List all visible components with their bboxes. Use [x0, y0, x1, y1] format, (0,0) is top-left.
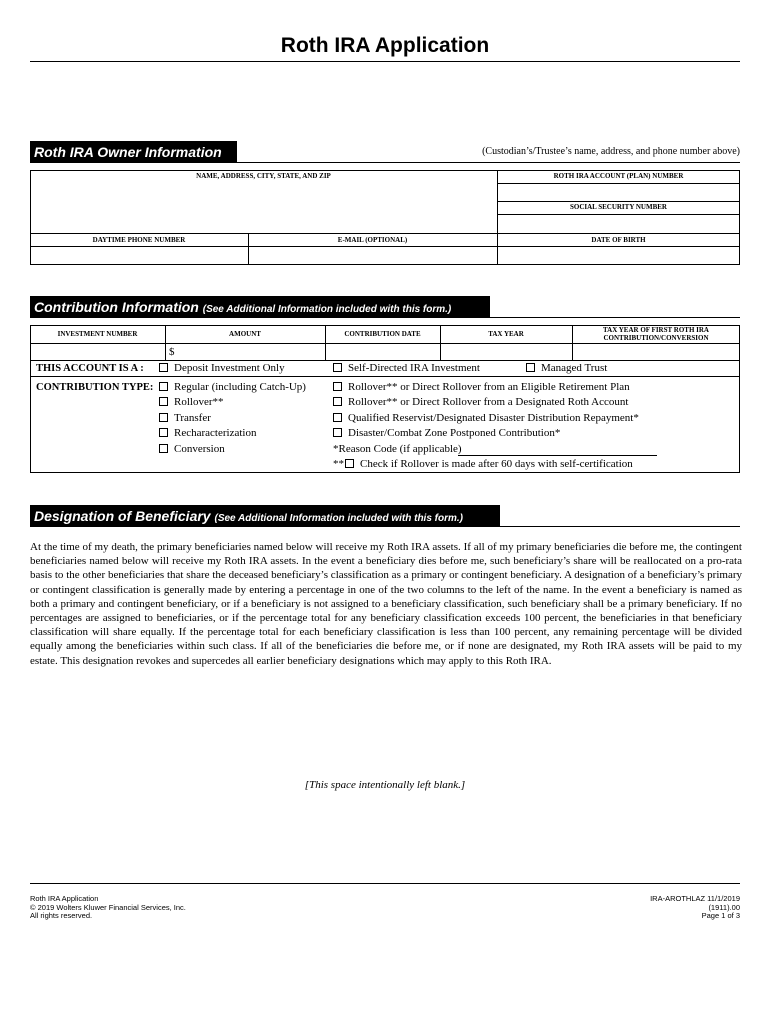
- type-disaster-label: Disaster/Combat Zone Postponed Contribution*: [348, 427, 561, 439]
- eligible-plan-checkbox[interactable]: [333, 382, 342, 391]
- owner-section-rule: [237, 162, 740, 163]
- recharacterization-checkbox[interactable]: [159, 428, 168, 437]
- reservist-checkbox[interactable]: [333, 413, 342, 422]
- contribution-type-label: CONTRIBUTION TYPE:: [36, 382, 154, 393]
- contrib-row-rule: [30, 360, 740, 361]
- beneficiary-section-header: [30, 505, 500, 527]
- type-transfer-label: Transfer: [174, 412, 211, 424]
- name-address-label: NAME, ADDRESS, CITY, STATE, AND ZIP: [196, 172, 331, 180]
- beneficiary-section-note: (See Additional Information included with this form.): [214, 513, 463, 524]
- page-title: Roth IRA Application: [280, 34, 490, 57]
- account-number-label: ROTH IRA ACCOUNT (PLAN) NUMBER: [553, 172, 684, 180]
- type-disaster-contribution[interactable]: [333, 427, 560, 439]
- self-directed-option-label: Self-Directed IRA Investment: [348, 362, 480, 374]
- deposit-option[interactable]: [159, 362, 285, 374]
- ssn-top-rule: [497, 201, 740, 202]
- first-year-field[interactable]: [573, 344, 739, 359]
- footer-form-name: Roth IRA Application: [30, 894, 99, 903]
- investment-number-field[interactable]: [31, 344, 164, 359]
- managed-trust-option[interactable]: [526, 362, 607, 374]
- contribution-date-label: CONTRIBUTION DATE: [344, 330, 421, 338]
- type-eligible-plan-label: Rollover** or Direct Rollover from an Eligible Retirement Plan: [348, 381, 630, 393]
- custodian-note: (Custodian’s/Trustee’s name, address, and phone number above): [482, 146, 740, 157]
- contribution-section-title: Contribution Information: [34, 299, 199, 315]
- type-regular[interactable]: [159, 381, 306, 393]
- footer-left: [30, 895, 186, 921]
- dob-field[interactable]: [498, 247, 739, 264]
- late-rollover-checkbox[interactable]: [345, 459, 354, 468]
- type-regular-label: Regular (including Catch-Up): [174, 381, 306, 393]
- tax-year-field[interactable]: [441, 344, 571, 359]
- contribution-date-field[interactable]: [326, 344, 439, 359]
- type-eligible-plan-rollover[interactable]: [333, 381, 630, 393]
- conversion-checkbox[interactable]: [159, 444, 168, 453]
- type-recharacterization[interactable]: [159, 427, 256, 439]
- amount-field[interactable]: [177, 344, 324, 359]
- contribution-section-rule: [490, 317, 740, 318]
- beneficiary-paragraph: At the time of my death, the primary beneficiaries named below will receive my Roth IRA assets. If all of my primary beneficiaries die before me, the contingent beneficiaries named below will receive my Roth IRA assets. In the event a beneficiary dies before me, such beneficiary’s share will be reallocated on a pro-rata basis to the other beneficiaries that share the deceased beneficiary’s classification as a primary or contingent beneficiary. A designation of a beneficiary’s primary or contingent classification is generally made by entering a percentage in one of the two columns to the left of the name. In the event a beneficiary is named as both a primary and contingent beneficiary, or if a beneficiary is not assigned to a beneficiary classification, such beneficiary shall be a primary beneficiary. If no percentages are assigned to beneficiaries, or if the percentage total for any beneficiary classification exceeds 100 percent, the beneficiaries in that beneficiary classification will share equally. If the percentage total for each beneficiary classification is less than 100 percent, any remaining percentage will be divided equally among the beneficiaries within such class. If all of the beneficiaries die before me, or if none are designated, my Roth IRA assets will be paid to my estate. This designation revokes and supercedes all earlier beneficiary designations which may apply to this Roth IRA.: [30, 541, 742, 667]
- transfer-checkbox[interactable]: [159, 413, 168, 422]
- type-transfer[interactable]: [159, 412, 211, 424]
- footer-rule: [30, 883, 740, 884]
- disaster-checkbox[interactable]: [333, 428, 342, 437]
- footer-right: [650, 895, 740, 921]
- reason-code-label: *Reason Code (if applicable): [333, 443, 462, 455]
- late-rollover-prefix: **: [333, 458, 344, 470]
- type-roth-account-label: Rollover** or Direct Rollover from a Designated Roth Account: [348, 396, 629, 408]
- footer-form-code: IRA-AROTHLAZ 11/1/2019: [650, 894, 740, 903]
- name-address-field[interactable]: [31, 184, 496, 232]
- account-is-label: THIS ACCOUNT IS A :: [36, 363, 144, 374]
- account-type-rule: [30, 376, 740, 377]
- blank-space-note: [This space intentionally left blank.]: [304, 779, 466, 791]
- first-year-label-line1: TAX YEAR OF FIRST ROTH IRA: [603, 326, 709, 334]
- tax-year-label: TAX YEAR: [488, 330, 524, 338]
- deposit-checkbox[interactable]: [159, 363, 168, 372]
- managed-trust-checkbox[interactable]: [526, 363, 535, 372]
- beneficiary-section-title: Designation of Beneficiary: [34, 508, 211, 524]
- amount-label: AMOUNT: [229, 330, 261, 338]
- dollar-sign: $: [169, 346, 175, 358]
- dob-label: DATE OF BIRTH: [591, 236, 646, 244]
- type-rollover[interactable]: [159, 396, 224, 408]
- footer-copyright: © 2019 Wolters Kluwer Financial Services, Inc.: [30, 902, 186, 912]
- self-directed-checkbox[interactable]: [333, 363, 342, 372]
- contribution-section-header: [30, 296, 490, 318]
- beneficiary-section-rule: [500, 526, 740, 527]
- roth-account-checkbox[interactable]: [333, 397, 342, 406]
- type-rollover-label: Rollover**: [174, 396, 224, 408]
- ssn-label: SOCIAL SECURITY NUMBER: [570, 203, 667, 211]
- account-number-field[interactable]: [498, 184, 739, 200]
- footer-page-number: Page 1 of 3: [701, 911, 740, 920]
- first-year-label: [572, 326, 740, 342]
- reason-code-field[interactable]: [458, 455, 657, 456]
- investment-number-label: INVESTMENT NUMBER: [57, 330, 138, 338]
- type-conversion-label: Conversion: [174, 443, 225, 455]
- type-reservist-label: Qualified Reservist/Designated Disaster Distribution Repayment*: [348, 412, 639, 424]
- first-year-label-line2: CONTRIBUTION/CONVERSION: [603, 334, 709, 342]
- footer-version: (1911).00: [708, 902, 740, 912]
- owner-divider-h1: [30, 233, 740, 234]
- late-rollover-label: Check if Rollover is made after 60 days with self-certification: [360, 458, 633, 470]
- ssn-field[interactable]: [498, 215, 739, 232]
- type-roth-account-rollover[interactable]: [333, 396, 628, 408]
- title-rule: [30, 61, 740, 62]
- type-reservist-repayment[interactable]: [333, 412, 639, 424]
- type-conversion[interactable]: [159, 443, 225, 455]
- owner-section-header: [30, 141, 237, 163]
- contribution-section-note: (See Additional Information included with this form.): [202, 304, 452, 315]
- deposit-option-label: Deposit Investment Only: [174, 362, 285, 374]
- regular-checkbox[interactable]: [159, 382, 168, 391]
- managed-trust-option-label: Managed Trust: [541, 362, 608, 374]
- email-field[interactable]: [249, 247, 496, 264]
- phone-field[interactable]: [31, 247, 247, 264]
- footer-rights: All rights reserved.: [30, 911, 93, 920]
- phone-label: DAYTIME PHONE NUMBER: [92, 236, 186, 244]
- self-directed-option[interactable]: [333, 362, 480, 374]
- rollover-checkbox[interactable]: [159, 397, 168, 406]
- type-recharacterization-label: Recharacterization: [174, 427, 257, 439]
- email-label: E-MAIL (OPTIONAL): [337, 236, 408, 244]
- late-rollover-option[interactable]: [333, 458, 633, 470]
- owner-section-title: Roth IRA Owner Information: [34, 144, 222, 160]
